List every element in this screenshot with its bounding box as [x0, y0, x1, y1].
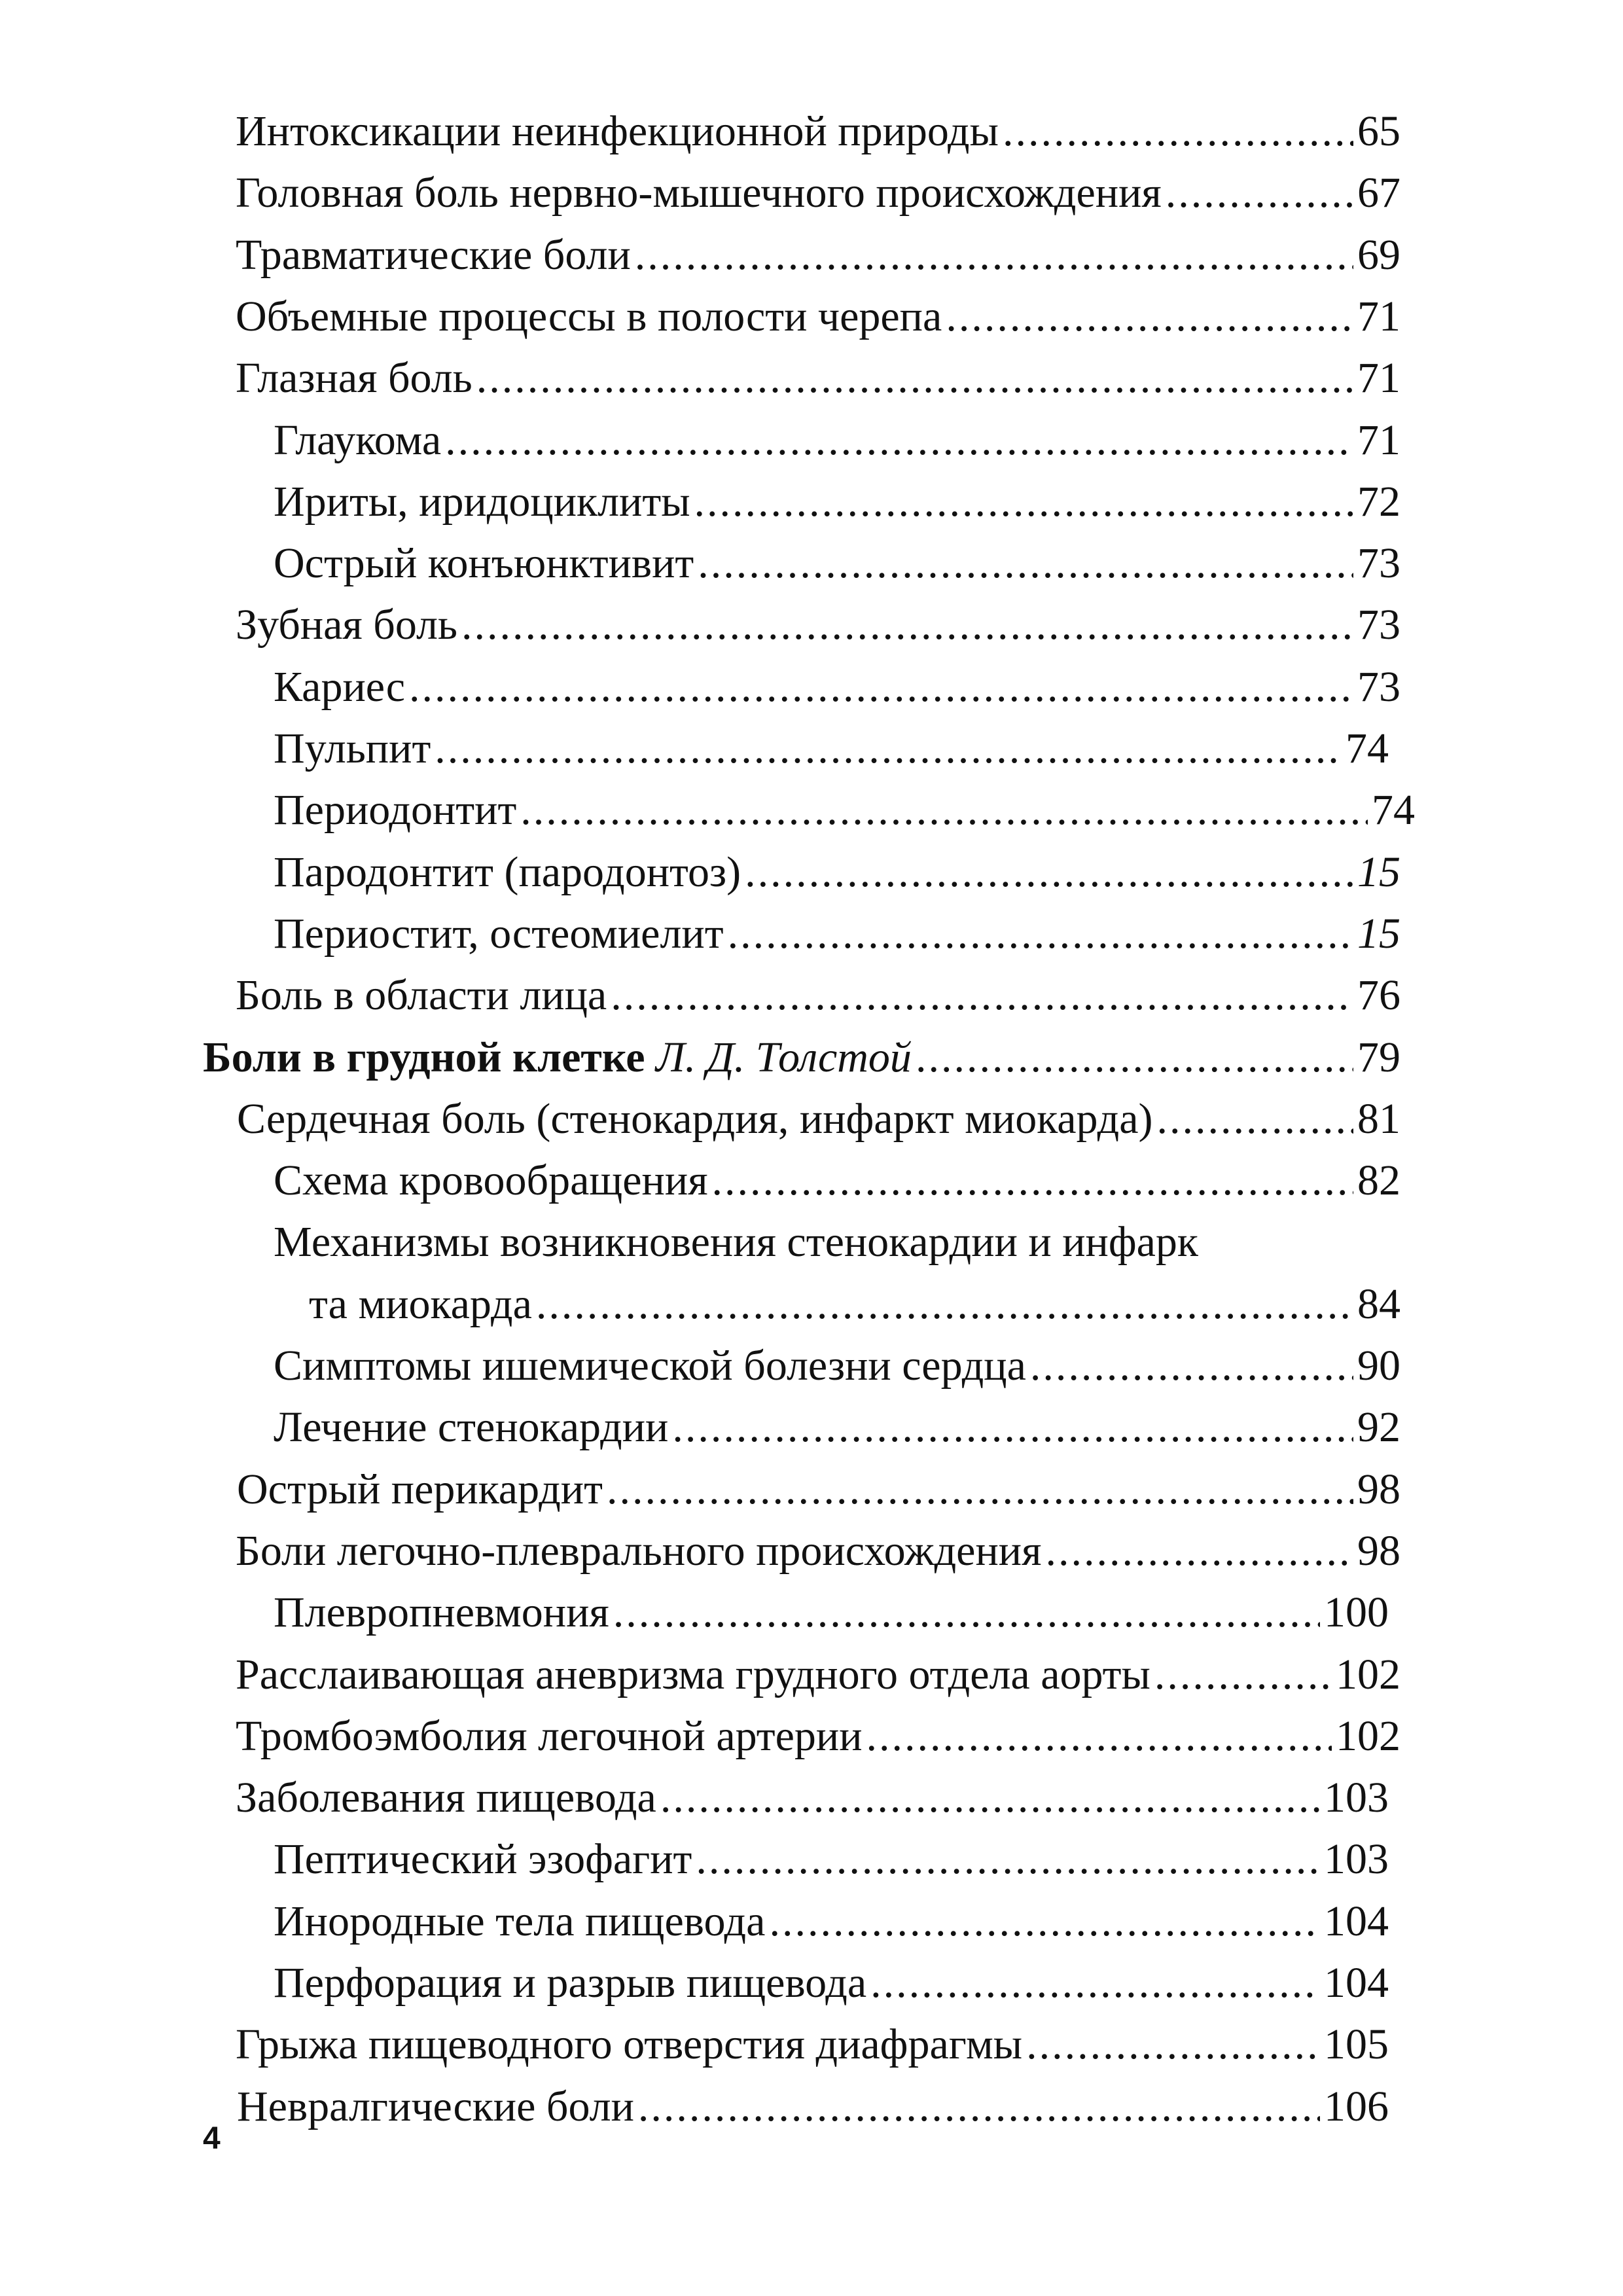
toc-leader-dots	[435, 718, 1342, 780]
toc-entry-title: Боли легочно-плеврального происхождения	[236, 1527, 1042, 1575]
toc-entry	[237, 1459, 1400, 1520]
toc-entry-title: Схема кровообращения	[274, 1157, 708, 1204]
toc-entry-page: 74	[1372, 786, 1415, 834]
toc-entry-page: 104	[1324, 1897, 1389, 1945]
toc-entry-page: 15	[1357, 848, 1400, 896]
toc-leader-dots	[672, 1397, 1353, 1458]
toc-entry-title: Травматические боли	[236, 231, 631, 279]
toc-leader-dots	[728, 903, 1353, 965]
toc-entry-page: 71	[1357, 416, 1400, 464]
toc-entry-title: Сердечная боль (стенокардия, инфаркт миокарда)	[237, 1095, 1153, 1143]
toc-entry-title: Периостит, остеомиелит	[274, 910, 724, 958]
toc-entry-title: Пептический эзофагит	[274, 1835, 692, 1883]
toc-leader-dots	[698, 533, 1353, 594]
toc-entry	[274, 471, 1400, 533]
toc-entry-title: Острый конъюнктивит	[274, 539, 694, 587]
toc-leader-dots	[694, 471, 1353, 533]
toc-leader-dots	[461, 594, 1353, 656]
toc-entry-page: 106	[1324, 2083, 1389, 2130]
toc-leader-dots	[866, 1706, 1332, 1767]
toc-entry-title: та миокарда	[309, 1280, 532, 1328]
toc-entry	[236, 2014, 1389, 2075]
toc-leader-dots	[476, 348, 1353, 409]
toc-entry	[203, 1027, 1400, 1088]
toc-entry	[274, 718, 1389, 780]
toc-entry-title: Тромбоэмболия легочной артерии	[236, 1712, 863, 1760]
toc-leader-dots	[1154, 1644, 1332, 1706]
toc-entry	[274, 1891, 1389, 1952]
toc-entry	[274, 533, 1400, 594]
toc-entry	[274, 903, 1400, 965]
toc-entry-page: 82	[1357, 1157, 1400, 1204]
toc-leader-dots	[712, 1150, 1353, 1211]
toc-leader-dots	[769, 1891, 1320, 1952]
toc-entry-page: 100	[1324, 1588, 1389, 1636]
toc-leader-dots	[1045, 1520, 1353, 1582]
toc-leader-dots	[1157, 1088, 1353, 1150]
toc-entry	[237, 1088, 1400, 1150]
toc-leader-dots	[1026, 2014, 1320, 2075]
toc-entry-page: 73	[1357, 663, 1400, 711]
toc-entry-page: 71	[1357, 293, 1400, 340]
toc-entry-page: 103	[1324, 1835, 1389, 1883]
toc-entry	[274, 1829, 1389, 1890]
toc-entry-title: Плевропневмония	[274, 1588, 609, 1636]
toc-entry	[236, 1644, 1400, 1706]
toc-entry-title: Зубная боль	[236, 601, 457, 649]
toc-entry-title	[203, 1027, 912, 1088]
toc-entry	[236, 1767, 1389, 1829]
toc-entry-title: Объемные процессы в полости черепа	[236, 293, 942, 340]
toc-leader-dots	[635, 224, 1353, 286]
toc-entry-title: Лечение стенокардии	[274, 1403, 669, 1451]
toc-leader-dots	[916, 1027, 1353, 1088]
page-number: 4	[203, 2121, 221, 2156]
toc-entry	[236, 594, 1400, 656]
toc-leader-dots	[536, 1274, 1353, 1335]
toc-entry-page: 74	[1346, 725, 1389, 772]
toc-leader-dots	[520, 780, 1368, 841]
toc-entry-title: Острый перикардит	[237, 1465, 603, 1513]
toc-entry-page: 79	[1357, 1033, 1400, 1081]
toc-leader-dots	[946, 286, 1353, 348]
toc-entry-title: Симптомы ишемической болезни сердца	[274, 1342, 1026, 1390]
toc-entry-title: Интоксикации неинфекционной природы	[236, 107, 999, 155]
toc-entry-title: Кариес	[274, 663, 405, 711]
toc-entry	[274, 410, 1400, 471]
toc-entry-page: 72	[1357, 478, 1400, 526]
toc-entry	[274, 1582, 1389, 1643]
toc-leader-dots	[870, 1952, 1320, 2014]
toc-entry	[236, 965, 1400, 1026]
toc-entry-page: 102	[1336, 1651, 1400, 1698]
toc-entry-title: Расслаивающая аневризма грудного отдела аорты	[236, 1651, 1150, 1698]
toc-entry	[274, 1211, 1315, 1273]
toc-entry-title: Грыжа пищеводного отверстия диафрагмы	[236, 2020, 1023, 2068]
toc-leader-dots	[1030, 1335, 1353, 1397]
toc-leader-dots	[607, 1459, 1353, 1520]
toc-entry-page: 98	[1357, 1527, 1400, 1575]
toc-entry	[274, 842, 1400, 903]
toc-entry-page: 67	[1357, 169, 1400, 217]
toc-leader-dots	[745, 842, 1353, 903]
toc-entry	[274, 780, 1415, 841]
toc-entry-title: Боль в области лица	[236, 971, 607, 1019]
toc-leader-dots	[611, 965, 1353, 1026]
toc-leader-dots	[638, 2076, 1320, 2138]
toc-entry-title: Ириты, иридоциклиты	[274, 478, 690, 526]
toc-entry	[236, 286, 1400, 348]
toc-entry-page: 69	[1357, 231, 1400, 279]
toc-entry-title: Пародонтит (пародонтоз)	[274, 848, 741, 896]
toc-leader-dots	[1003, 101, 1353, 162]
toc-leader-dots	[1166, 162, 1353, 224]
toc-leader-dots	[409, 656, 1353, 718]
toc-entry	[274, 1952, 1389, 2014]
toc-entry-page: 92	[1357, 1403, 1400, 1451]
toc-leader-dots	[445, 410, 1353, 471]
toc-entry-page: 102	[1336, 1712, 1400, 1760]
toc-entry-page: 105	[1324, 2020, 1389, 2068]
toc-entry	[236, 1520, 1400, 1582]
toc-entry-page: 90	[1357, 1342, 1400, 1390]
toc-entry-page: 76	[1357, 971, 1400, 1019]
toc-entry-title: Невралгические боли	[237, 2083, 634, 2130]
toc-entry-page: 98	[1357, 1465, 1400, 1513]
toc-leader-dots	[660, 1767, 1320, 1829]
toc-entry	[274, 1335, 1400, 1397]
toc-leader-dots	[696, 1829, 1320, 1890]
toc-entry-page: 81	[1357, 1095, 1400, 1143]
toc-entry	[236, 162, 1400, 224]
toc-entry-page: 73	[1357, 539, 1400, 587]
toc-entry-title: Перфорация и разрыв пищевода	[274, 1959, 867, 2007]
toc-entry	[274, 656, 1400, 718]
toc-entry-title: Головная боль нервно-мышечного происхождения	[236, 169, 1162, 217]
toc-entry	[274, 1397, 1400, 1458]
toc-entry-title: Глаукома	[274, 416, 442, 464]
toc-leader-dots	[613, 1582, 1320, 1643]
toc-entry	[237, 2076, 1389, 2138]
toc-entry-title: Глазная боль	[236, 354, 473, 402]
toc-entry-page: 103	[1324, 1774, 1389, 1821]
toc-entry	[236, 224, 1400, 286]
toc-entry-title: Периодонтит	[274, 786, 517, 834]
toc-entry-page: 71	[1357, 354, 1400, 402]
toc-entry-title: Пульпит	[274, 725, 431, 772]
toc-entry-title: Механизмы возникновения стенокардии и инфарк	[274, 1218, 1198, 1266]
toc-entry-page: 65	[1357, 107, 1400, 155]
toc-section-title: Боли в грудной клетке	[203, 1033, 645, 1081]
toc-entry	[236, 348, 1400, 409]
toc-entry-page: 73	[1357, 601, 1400, 649]
toc-entry	[274, 1150, 1400, 1211]
toc-entry-page: 84	[1357, 1280, 1400, 1328]
toc-entry-title: Заболевания пищевода	[236, 1774, 656, 1821]
toc-section-author: Л. Д. Толстой	[656, 1033, 912, 1081]
toc-entry-page: 15	[1357, 910, 1400, 958]
toc-entry	[236, 1706, 1400, 1767]
toc-entry-title: Инородные тела пищевода	[274, 1897, 766, 1945]
toc-entry	[309, 1274, 1400, 1335]
toc-entry	[236, 101, 1400, 162]
toc-entry-page: 104	[1324, 1959, 1389, 2007]
